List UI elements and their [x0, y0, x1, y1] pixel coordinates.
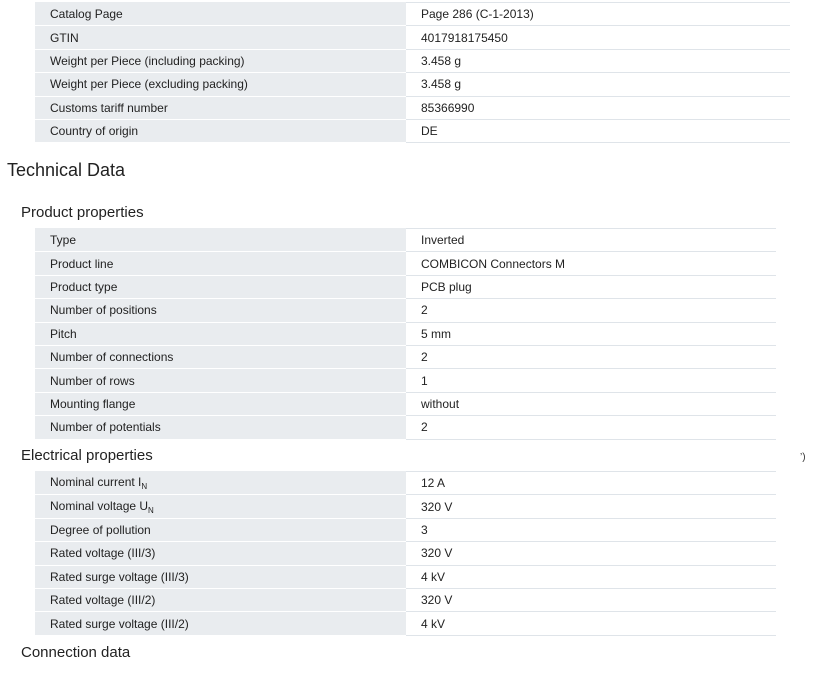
- table-row: [35, 588, 776, 611]
- row-label: Weight per Piece (excluding packing): [35, 73, 406, 96]
- row-label: Type: [35, 229, 406, 252]
- label-subscript: N: [141, 482, 148, 492]
- table-row: [35, 299, 776, 322]
- row-label: Number of rows: [35, 369, 406, 392]
- row-value: 4017918175450: [406, 26, 790, 49]
- row-label: Rated voltage (III/3): [35, 542, 406, 565]
- row-label: Product type: [35, 275, 406, 298]
- row-value: 3: [406, 518, 776, 541]
- row-label: Mounting flange: [35, 392, 406, 415]
- row-value: 3.458 g: [406, 73, 790, 96]
- table-row: [35, 229, 776, 252]
- table-row: [35, 416, 776, 439]
- row-value: 1: [406, 369, 776, 392]
- row-value: PCB plug: [406, 275, 776, 298]
- table-row: [35, 49, 790, 72]
- row-label: Weight per Piece (including packing): [35, 49, 406, 72]
- row-label: Rated surge voltage (III/2): [35, 612, 406, 635]
- row-value: 2: [406, 345, 776, 368]
- table-row: [35, 322, 776, 345]
- product-properties-heading: Product properties: [21, 204, 144, 221]
- table-row: [35, 612, 776, 635]
- row-value: 4 kV: [406, 565, 776, 588]
- technical-data-heading: Technical Data: [7, 160, 126, 180]
- row-label: Nominal current $I_N$: [35, 472, 406, 495]
- label-subscript: N: [148, 505, 154, 515]
- row-value: 320 V: [406, 495, 776, 518]
- row-label: Product line: [35, 252, 406, 275]
- general-data-table: [35, 2, 790, 143]
- connection-data-heading: Connection data: [21, 644, 131, 661]
- table-row: [35, 3, 790, 26]
- table-row: [35, 252, 776, 275]
- row-value: 320 V: [406, 542, 776, 565]
- electrical-properties-heading: Electrical properties: [21, 447, 153, 464]
- row-value: Page 286 (C-1-2013): [406, 3, 790, 26]
- row-label: Customs tariff number: [35, 96, 406, 119]
- row-value: 4 kV: [406, 612, 776, 635]
- table-row: [35, 542, 776, 565]
- table-row: [35, 392, 776, 415]
- row-label: Number of potentials: [35, 416, 406, 439]
- row-label: Pitch: [35, 322, 406, 345]
- row-label: Number of positions: [35, 299, 406, 322]
- row-value: 3.458 g: [406, 49, 790, 72]
- row-value: 5 mm: [406, 322, 776, 345]
- row-label: Rated surge voltage (III/3): [35, 565, 406, 588]
- table-row: [35, 565, 776, 588]
- row-value: DE: [406, 119, 790, 142]
- table-row: [35, 369, 776, 392]
- table-row: [35, 472, 776, 495]
- row-label: Country of origin: [35, 119, 406, 142]
- table-row: [35, 96, 790, 119]
- table-row: [35, 345, 776, 368]
- row-value: Inverted: [406, 229, 776, 252]
- electrical-properties-table: [35, 471, 776, 636]
- row-value: without: [406, 392, 776, 415]
- row-value: 2: [406, 416, 776, 439]
- row-label: Rated voltage (III/2): [35, 588, 406, 611]
- table-row: [35, 73, 790, 96]
- row-value: 2: [406, 299, 776, 322]
- row-label: GTIN: [35, 26, 406, 49]
- row-value: 12 A: [406, 472, 776, 495]
- table-row: [35, 26, 790, 49]
- row-value: 320 V: [406, 588, 776, 611]
- row-label: Nominal voltage $U_N$: [35, 495, 406, 518]
- row-label: Catalog Page: [35, 3, 406, 26]
- product-properties-table: [35, 228, 776, 440]
- row-value: 85366990: [406, 96, 790, 119]
- row-value: COMBICON Connectors M: [406, 252, 776, 275]
- row-label: Number of connections: [35, 345, 406, 368]
- table-row: [35, 119, 790, 142]
- table-row: [35, 275, 776, 298]
- table-row: [35, 495, 776, 518]
- stray-glyph: ’): [800, 452, 806, 463]
- row-label: Degree of pollution: [35, 518, 406, 541]
- table-row: [35, 518, 776, 541]
